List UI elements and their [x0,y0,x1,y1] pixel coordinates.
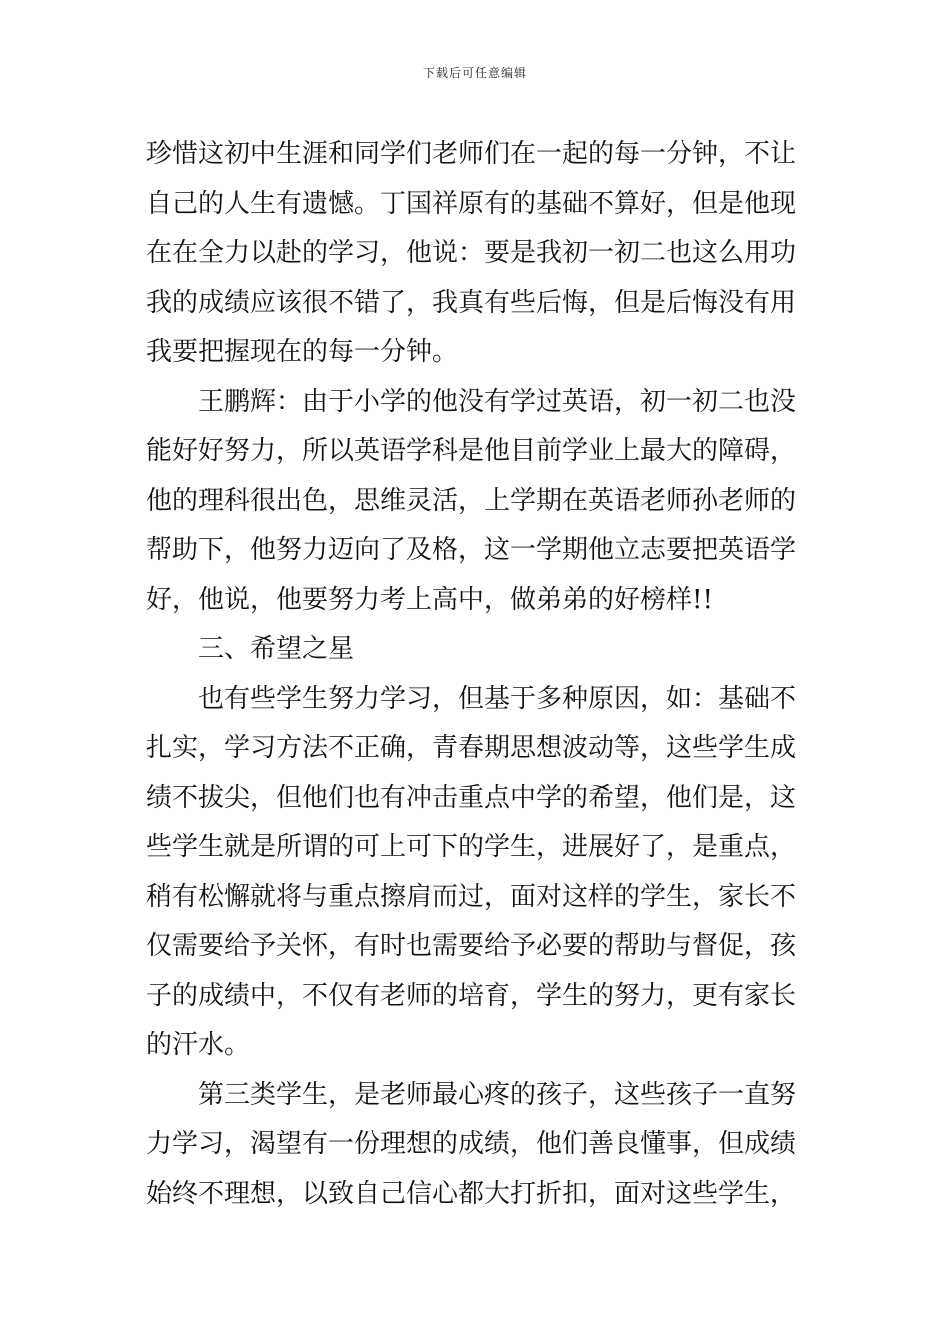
text-line: 好，他说，他要努力考上高中，做弟弟的好榜样!! [146,584,713,615]
text-line: 些学生就是所谓的可上可下的学生，进展好了，是重点， [146,832,797,862]
text-line: 他的理科很出色，思维灵活，上学期在英语老师孙老师的 [146,485,797,516]
text-line: 第三类学生，是老师最心疼的孩子，这些孩子一直努 [198,1079,797,1110]
text-line: 在在全力以赴的学习，他说：要是我初一初二也这么用功 [146,238,797,268]
text-line: 我要把握现在的每一分钟。 [146,337,459,367]
text-line: 自己的人生有遗憾。丁国祥原有的基础不算好，但是他现 [146,188,797,219]
text-line: 也有些学生努力学习，但基于多种原因，如：基础不 [198,683,797,714]
text-line: 仅需要给予关怀，有时也需要给予必要的帮助与督促，孩 [146,931,797,961]
page-header: 下载后可任意编辑 [422,66,527,80]
text-line: 子的成绩中，不仅有老师的培育，学生的努力，更有家长 [146,980,797,1011]
text-line: 始终不理想，以致自己信心都大打折扣，面对这些学生， [146,1178,797,1209]
text-line: 王鹏辉：由于小学的他没有学过英语，初一初二也没 [198,386,797,417]
text-line: 扎实，学习方法不正确，青春期思想波动等，这些学生成 [146,733,797,763]
text-line: 力学习，渴望有一份理想的成绩，他们善良懂事，但成绩 [146,1129,797,1159]
text-line: 绩不拔尖，但他们也有冲击重点中学的希望，他们是，这 [146,782,797,813]
text-line: 能好好努力，所以英语学科是他目前学业上最大的障碍， [146,436,797,466]
text-line: 我的成绩应该很不错了，我真有些后悔，但是后悔没有用 [146,287,797,318]
text-line: 稍有松懈就将与重点擦肩而过，面对这样的学生，家长不 [146,881,797,912]
text-line: 帮助下，他努力迈向了及格，这一学期他立志要把英语学 [146,535,797,565]
text-line: 珍惜这初中生涯和同学们老师们在一起的每一分钟，不让 [146,139,797,169]
text-line: 的汗水。 [146,1030,251,1060]
text-line: 三、希望之星 [198,634,355,664]
document-body [146,130,806,1219]
